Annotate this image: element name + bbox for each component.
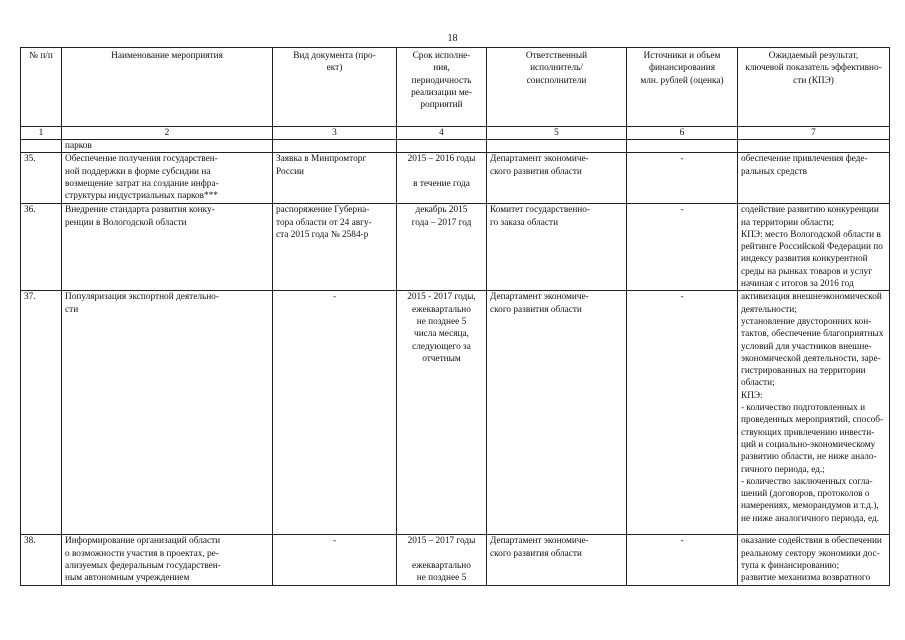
row-result: обеспечение привлечения феде- ральных средств: [738, 153, 890, 204]
row-name: Обеспечение получения государствен- ной поддержки в форме субсидии на возмещение затрат на создание инфра- структуры индустриальных парков***: [62, 153, 273, 204]
row-name: Внедрение стандарта развития конку- ренции в Вологодской области: [62, 204, 273, 291]
row-funding: -: [627, 153, 738, 204]
column-header-funding: Источники и объем финансирования млн. рублей (оценка): [627, 48, 738, 127]
row-number: 37.: [21, 291, 62, 535]
row-document: -: [273, 535, 397, 586]
row-result: содействие развитию конкуренции на территории области; КПЭ: место Вологодской области в рейтинге Российской Федерации по индексу развития конкурентной среды на рынках товаров и услуг начиная с итогов за 2016 год: [738, 204, 890, 291]
row-executor: [487, 140, 627, 153]
row-result: [738, 140, 890, 153]
row-funding: -: [627, 535, 738, 586]
row-number: 38.: [21, 535, 62, 586]
column-header-result: Ожидаемый результат, ключевой показатель эффективно- сти (КПЭ): [738, 48, 890, 127]
column-header-executor: Ответственный исполнитель/ соисполнители: [487, 48, 627, 127]
table-row-36: [21, 204, 890, 291]
column-number: 2: [62, 127, 273, 140]
measures-table: [20, 47, 890, 586]
row-executor: Департамент экономиче- ского развития области: [487, 535, 627, 586]
row-executor: Департамент экономиче- ского развития области: [487, 291, 627, 535]
column-number: 6: [627, 127, 738, 140]
table-header-row: [21, 48, 890, 127]
row-term: 2015 – 2016 годы в течение года: [397, 153, 487, 204]
row-term: 2015 – 2017 годы ежеквартально не позднее 5: [397, 535, 487, 586]
column-number: 4: [397, 127, 487, 140]
row-funding: [627, 140, 738, 153]
row-funding: -: [627, 204, 738, 291]
column-number: 5: [487, 127, 627, 140]
row-term: 2015 - 2017 годы, ежеквартально не позднее 5 числа месяца, следующего за отчетным: [397, 291, 487, 535]
row-number: [21, 140, 62, 153]
table-row-35: [21, 153, 890, 204]
row-name: Информирование организаций области о возможности участия в проектах, ре- ализуемых федеральным государствен- ным автономным учреждением: [62, 535, 273, 586]
row-term: [397, 140, 487, 153]
column-number: 3: [273, 127, 397, 140]
column-number: 7: [738, 127, 890, 140]
row-document: Заявка в Минпромторг России: [273, 153, 397, 204]
row-executor: Департамент экономиче- ского развития области: [487, 153, 627, 204]
row-name: Популяризация экспортной деятельно- сти: [62, 291, 273, 535]
column-number: 1: [21, 127, 62, 140]
row-number: 35.: [21, 153, 62, 204]
row-number: 36.: [21, 204, 62, 291]
column-number-row: [21, 127, 890, 140]
table-row-38: [21, 535, 890, 586]
column-header-name: Наименование мероприятия: [62, 48, 273, 127]
column-header-document: Вид документа (про- ект): [273, 48, 397, 127]
row-document: -: [273, 291, 397, 535]
row-document: распоряжение Губерна- тора области от 24 авгу- ста 2015 года № 2584-р: [273, 204, 397, 291]
row-funding: -: [627, 291, 738, 535]
table-row-continuation: [21, 140, 890, 153]
row-executor: Комитет государственно- го заказа области: [487, 204, 627, 291]
table-row-37: [21, 291, 890, 535]
row-document: [273, 140, 397, 153]
row-result: оказание содействия в обеспечении реальному сектору экономики дос- тупа к финансированию; развитие механизма возвратного: [738, 535, 890, 586]
row-term: декабрь 2015 года – 2017 год: [397, 204, 487, 291]
row-result: активизация внешнеэкономической деятельности; установление двусторонних кон- тактов, обеспечение благоприятных условий для участников внешне- экономической деятельности, заре- гистрированных на территории области; КПЭ: - количество подготовленных и проведенных мероприятий, способ- ствующих привлечению инвести- ций и социально-экономическому развитию области, не ниже анало- гичного периода, ед.; - количество заключенных согла- шений (договоров, протоколов о намерениях, меморандумов и т.д.), не ниже аналогичного периода, ед.: [738, 291, 890, 535]
column-header-number: № п/п: [21, 48, 62, 127]
page-number: 18: [447, 33, 458, 44]
column-header-term: Срок исполне- ния, периодичность реализации ме- роприятий: [397, 48, 487, 127]
row-name: парков: [62, 140, 273, 153]
